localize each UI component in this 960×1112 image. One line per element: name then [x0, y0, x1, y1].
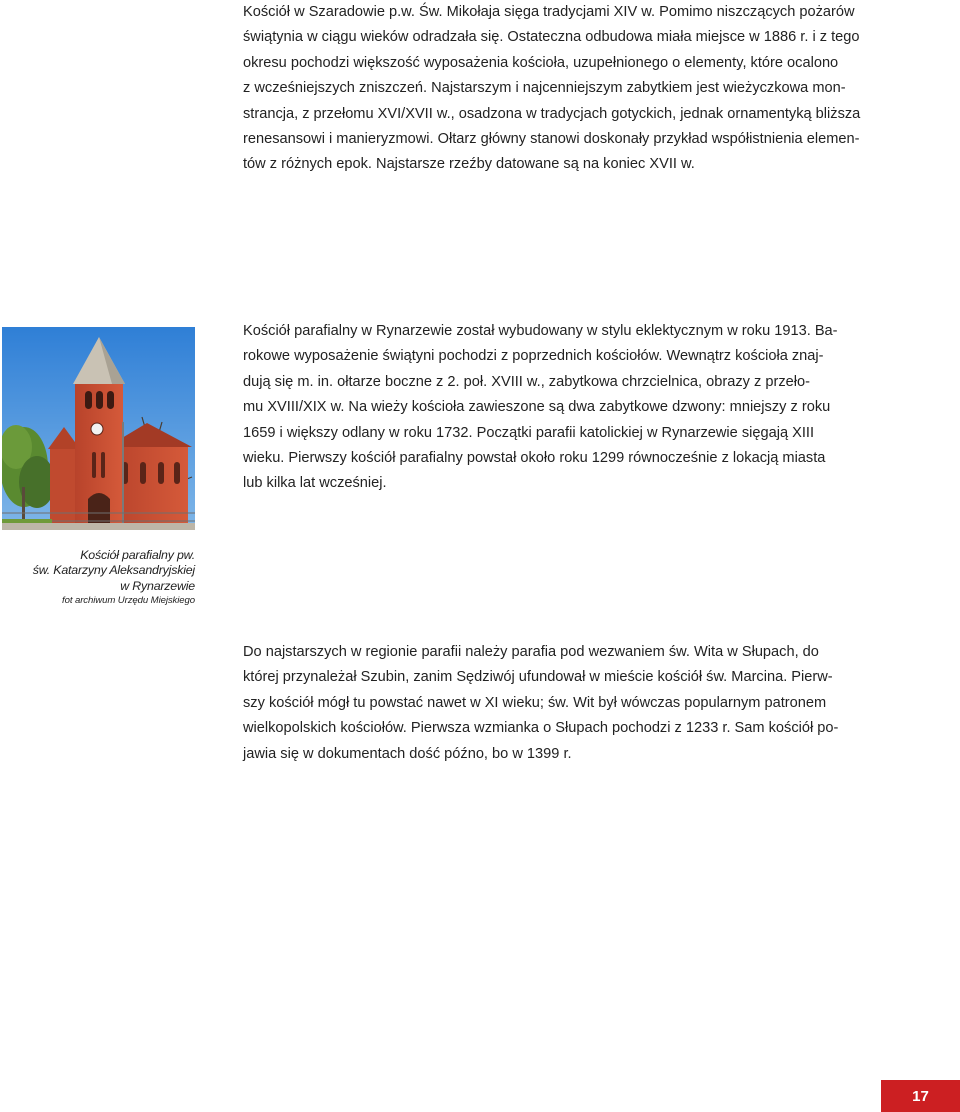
- text-line: wielkopolskich kościołów. Pierwsza wzmianka o Słupach pochodzi z 1233 r. Sam kościół po-: [243, 720, 839, 737]
- text-line: Kościół parafialny w Rynarzewie został wybudowany w stylu eklektycznym w roku 1913. Ba-: [243, 323, 838, 339]
- text-line: renesansowi i manieryzmowi. Ołtarz główny stanowi doskonały przykład współistnienia elemen-: [243, 131, 860, 148]
- text-line: okresu pochodzi większość wyposażenia kościoła, uzupełnionego o elementy, które ocalono: [243, 54, 839, 71]
- text-line: rokowe wyposażenie świątyni pochodzi z poprzednich kościołów. Wewnątrz kościoła znaj-: [243, 348, 824, 365]
- text-line: lub kilka lat wcześniej.: [243, 475, 387, 492]
- page-number-label: 17: [912, 1087, 929, 1105]
- text-line: jawia się w dokumentach dość późno, bo w 1399 r.: [243, 745, 572, 762]
- photo-credit: fot archiwum Urzędu Miejskiego: [62, 595, 195, 607]
- caption-line: Kościół parafialny pw.: [80, 548, 195, 562]
- text-line: strancja, z przełomu XVI/XVII w., osadzona w tradycjach gotyckich, jednak ornamentyką bliższa: [243, 105, 861, 122]
- text-line: z wcześniejszych zniszczeń. Najstarszym i najcenniejszym zabytkiem jest wieżyczkowa mon-: [243, 80, 846, 97]
- text-line: mu XVIII/XIX w. Na wieży kościoła zawieszone są dwa zabytkowe dzwony: mniejszy z roku: [243, 399, 831, 416]
- text-line: świątynia w ciągu wieków odradzała się. Ostateczna odbudowa miała miejsce w 1886 r. i z tego: [243, 29, 860, 46]
- text-line: Kościół w Szaradowie p.w. Św. Mikołaja sięga tradycjami XIV w. Pomimo niszczących pożarów: [243, 4, 855, 20]
- text-line: 1659 i większy odlany w roku 1732. Początki parafii katolickiej w Rynarzewie sięgają XIII: [243, 424, 815, 441]
- text-line: wieku. Pierwszy kościół parafialny powstał około roku 1299 równocześnie z lokacją miasta: [243, 450, 826, 467]
- church-photo: [2, 327, 195, 530]
- paragraph-slupy: [243, 640, 873, 767]
- text-line: dują się m. in. ołtarze boczne z 2. poł. XVIII w., zabytkowa chrzcielnica, obrazy z przeło-: [243, 373, 810, 390]
- text-line: szy kościół mógł tu powstać nawet w XI wieku; św. Wit był wówczas popularnym patronem: [243, 694, 827, 711]
- photo-caption: [0, 548, 195, 608]
- text-line: tów z różnych epok. Najstarsze rzeźby datowane są na koniec XVII w.: [243, 156, 695, 173]
- text-line: której przynależał Szubin, zanim Sędziwój ufundował w mieście kościół św. Marcina. Pierw-: [243, 669, 833, 686]
- caption-line: w Rynarzewie: [120, 578, 195, 593]
- page-number: [881, 1080, 960, 1112]
- caption-line: św. Katarzyny Aleksandryjskiej: [32, 563, 195, 578]
- text-line: Do najstarszych w regionie parafii należy parafia pod wezwaniem św. Wita w Słupach, do: [243, 644, 819, 660]
- paragraph-rynarzewo: [243, 319, 873, 497]
- paragraph-szaradowo: [243, 0, 873, 178]
